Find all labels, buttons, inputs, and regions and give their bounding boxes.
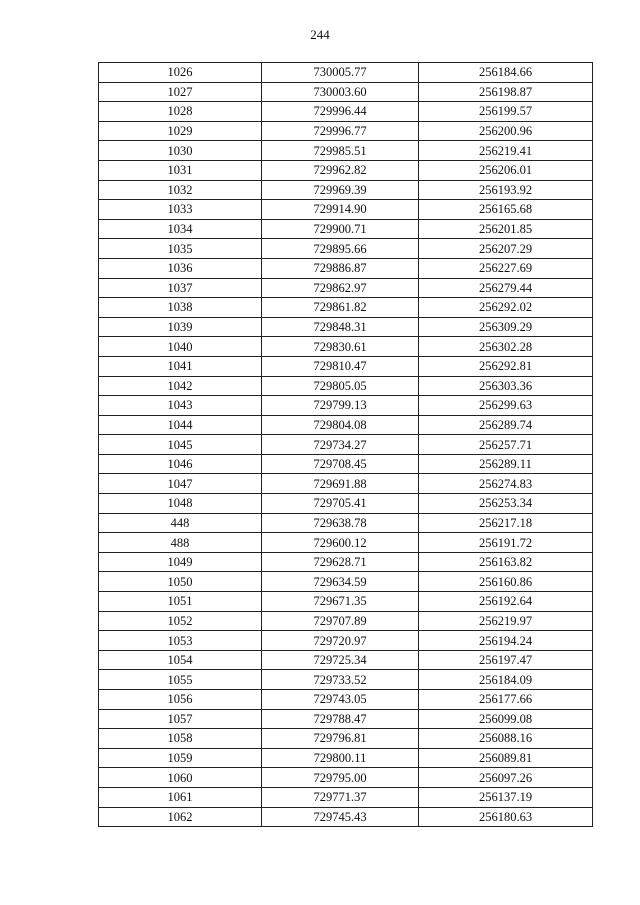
x-coordinate-cell: 729900.71 <box>262 219 419 239</box>
table-row <box>99 670 593 690</box>
point-number-cell: 1029 <box>99 121 262 141</box>
y-coordinate-cell: 256160.86 <box>419 572 593 592</box>
x-coordinate-cell: 729848.31 <box>262 317 419 337</box>
point-number-cell: 1034 <box>99 219 262 239</box>
y-coordinate-cell: 256191.72 <box>419 533 593 553</box>
point-number-cell: 1026 <box>99 63 262 83</box>
point-number-cell: 1036 <box>99 258 262 278</box>
y-coordinate-cell: 256292.81 <box>419 356 593 376</box>
table-row <box>99 768 593 788</box>
point-number-cell: 1057 <box>99 709 262 729</box>
y-coordinate-cell: 256274.83 <box>419 474 593 494</box>
y-coordinate-cell: 256299.63 <box>419 396 593 416</box>
point-number-cell: 1032 <box>99 180 262 200</box>
y-coordinate-cell: 256192.64 <box>419 592 593 612</box>
point-number-cell: 1039 <box>99 317 262 337</box>
x-coordinate-cell: 729969.39 <box>262 180 419 200</box>
y-coordinate-cell: 256206.01 <box>419 160 593 180</box>
x-coordinate-cell: 729886.87 <box>262 258 419 278</box>
x-coordinate-cell: 729691.88 <box>262 474 419 494</box>
point-number-cell: 1047 <box>99 474 262 494</box>
y-coordinate-cell: 256200.96 <box>419 121 593 141</box>
point-number-cell: 1027 <box>99 82 262 102</box>
y-coordinate-cell: 256199.57 <box>419 102 593 122</box>
x-coordinate-cell: 729830.61 <box>262 337 419 357</box>
table-row <box>99 572 593 592</box>
y-coordinate-cell: 256227.69 <box>419 258 593 278</box>
y-coordinate-cell: 256099.08 <box>419 709 593 729</box>
table-row <box>99 376 593 396</box>
table-row <box>99 474 593 494</box>
y-coordinate-cell: 256289.74 <box>419 415 593 435</box>
table-row <box>99 337 593 357</box>
x-coordinate-cell: 729705.41 <box>262 494 419 514</box>
point-number-cell: 1037 <box>99 278 262 298</box>
y-coordinate-cell: 256289.11 <box>419 454 593 474</box>
point-number-cell: 1040 <box>99 337 262 357</box>
table-row <box>99 650 593 670</box>
x-coordinate-cell: 729996.44 <box>262 102 419 122</box>
table-row <box>99 160 593 180</box>
table-row <box>99 415 593 435</box>
y-coordinate-cell: 256309.29 <box>419 317 593 337</box>
y-coordinate-cell: 256193.92 <box>419 180 593 200</box>
point-number-cell: 1048 <box>99 494 262 514</box>
x-coordinate-cell: 729707.89 <box>262 611 419 631</box>
point-number-cell: 1061 <box>99 787 262 807</box>
table-row <box>99 121 593 141</box>
table-row <box>99 141 593 161</box>
point-number-cell: 1044 <box>99 415 262 435</box>
y-coordinate-cell: 256217.18 <box>419 513 593 533</box>
x-coordinate-cell: 729996.77 <box>262 121 419 141</box>
table-row <box>99 82 593 102</box>
table-row <box>99 631 593 651</box>
x-coordinate-cell: 729800.11 <box>262 748 419 768</box>
x-coordinate-cell: 729914.90 <box>262 200 419 220</box>
table-row <box>99 729 593 749</box>
y-coordinate-cell: 256163.82 <box>419 552 593 572</box>
y-coordinate-cell: 256302.28 <box>419 337 593 357</box>
coordinates-table-body <box>99 63 593 827</box>
table-row <box>99 513 593 533</box>
x-coordinate-cell: 729799.13 <box>262 396 419 416</box>
y-coordinate-cell: 256292.02 <box>419 298 593 318</box>
coordinates-table <box>98 62 593 827</box>
x-coordinate-cell: 729795.00 <box>262 768 419 788</box>
point-number-cell: 1041 <box>99 356 262 376</box>
page-number: 244 <box>310 27 330 42</box>
x-coordinate-cell: 729743.05 <box>262 690 419 710</box>
table-row <box>99 63 593 83</box>
point-number-cell: 1056 <box>99 690 262 710</box>
x-coordinate-cell: 729628.71 <box>262 552 419 572</box>
point-number-cell: 1059 <box>99 748 262 768</box>
y-coordinate-cell: 256184.66 <box>419 63 593 83</box>
x-coordinate-cell: 729725.34 <box>262 650 419 670</box>
x-coordinate-cell: 729895.66 <box>262 239 419 259</box>
x-coordinate-cell: 729962.82 <box>262 160 419 180</box>
x-coordinate-cell: 729638.78 <box>262 513 419 533</box>
y-coordinate-cell: 256279.44 <box>419 278 593 298</box>
table-row <box>99 552 593 572</box>
y-coordinate-cell: 256088.16 <box>419 729 593 749</box>
point-number-cell: 1033 <box>99 200 262 220</box>
point-number-cell: 1062 <box>99 807 262 827</box>
y-coordinate-cell: 256303.36 <box>419 376 593 396</box>
x-coordinate-cell: 729733.52 <box>262 670 419 690</box>
y-coordinate-cell: 256257.71 <box>419 435 593 455</box>
x-coordinate-cell: 729634.59 <box>262 572 419 592</box>
y-coordinate-cell: 256201.85 <box>419 219 593 239</box>
y-coordinate-cell: 256219.97 <box>419 611 593 631</box>
x-coordinate-cell: 729985.51 <box>262 141 419 161</box>
x-coordinate-cell: 729804.08 <box>262 415 419 435</box>
point-number-cell: 1042 <box>99 376 262 396</box>
y-coordinate-cell: 256137.19 <box>419 787 593 807</box>
y-coordinate-cell: 256194.24 <box>419 631 593 651</box>
table-row <box>99 611 593 631</box>
point-number-cell: 1060 <box>99 768 262 788</box>
x-coordinate-cell: 730005.77 <box>262 63 419 83</box>
table-row <box>99 258 593 278</box>
x-coordinate-cell: 729745.43 <box>262 807 419 827</box>
y-coordinate-cell: 256184.09 <box>419 670 593 690</box>
x-coordinate-cell: 729720.97 <box>262 631 419 651</box>
x-coordinate-cell: 729671.35 <box>262 592 419 612</box>
y-coordinate-cell: 256177.66 <box>419 690 593 710</box>
table-row <box>99 356 593 376</box>
table-row <box>99 748 593 768</box>
y-coordinate-cell: 256180.63 <box>419 807 593 827</box>
x-coordinate-cell: 729734.27 <box>262 435 419 455</box>
point-number-cell: 1055 <box>99 670 262 690</box>
table-row <box>99 533 593 553</box>
table-row <box>99 592 593 612</box>
point-number-cell: 1035 <box>99 239 262 259</box>
point-number-cell: 1052 <box>99 611 262 631</box>
table-row <box>99 102 593 122</box>
table-row <box>99 494 593 514</box>
table-row <box>99 435 593 455</box>
table-row <box>99 396 593 416</box>
point-number-cell: 1049 <box>99 552 262 572</box>
point-number-cell: 1058 <box>99 729 262 749</box>
x-coordinate-cell: 729861.82 <box>262 298 419 318</box>
x-coordinate-cell: 729862.97 <box>262 278 419 298</box>
point-number-cell: 1043 <box>99 396 262 416</box>
x-coordinate-cell: 729600.12 <box>262 533 419 553</box>
point-number-cell: 448 <box>99 513 262 533</box>
table-row <box>99 200 593 220</box>
table-row <box>99 787 593 807</box>
point-number-cell: 1054 <box>99 650 262 670</box>
point-number-cell: 1050 <box>99 572 262 592</box>
point-number-cell: 1038 <box>99 298 262 318</box>
x-coordinate-cell: 729810.47 <box>262 356 419 376</box>
table-row <box>99 807 593 827</box>
table-row <box>99 317 593 337</box>
table-row <box>99 239 593 259</box>
point-number-cell: 1031 <box>99 160 262 180</box>
y-coordinate-cell: 256165.68 <box>419 200 593 220</box>
x-coordinate-cell: 729796.81 <box>262 729 419 749</box>
table-row <box>99 709 593 729</box>
point-number-cell: 1028 <box>99 102 262 122</box>
table-row <box>99 278 593 298</box>
y-coordinate-cell: 256219.41 <box>419 141 593 161</box>
x-coordinate-cell: 729805.05 <box>262 376 419 396</box>
point-number-cell: 1046 <box>99 454 262 474</box>
y-coordinate-cell: 256253.34 <box>419 494 593 514</box>
point-number-cell: 1051 <box>99 592 262 612</box>
x-coordinate-cell: 729788.47 <box>262 709 419 729</box>
x-coordinate-cell: 729708.45 <box>262 454 419 474</box>
y-coordinate-cell: 256207.29 <box>419 239 593 259</box>
y-coordinate-cell: 256089.81 <box>419 748 593 768</box>
table-row <box>99 690 593 710</box>
x-coordinate-cell: 729771.37 <box>262 787 419 807</box>
y-coordinate-cell: 256197.47 <box>419 650 593 670</box>
y-coordinate-cell: 256097.26 <box>419 768 593 788</box>
point-number-cell: 488 <box>99 533 262 553</box>
table-row <box>99 298 593 318</box>
point-number-cell: 1053 <box>99 631 262 651</box>
table-row <box>99 219 593 239</box>
y-coordinate-cell: 256198.87 <box>419 82 593 102</box>
table-row <box>99 180 593 200</box>
point-number-cell: 1045 <box>99 435 262 455</box>
table-row <box>99 454 593 474</box>
x-coordinate-cell: 730003.60 <box>262 82 419 102</box>
point-number-cell: 1030 <box>99 141 262 161</box>
